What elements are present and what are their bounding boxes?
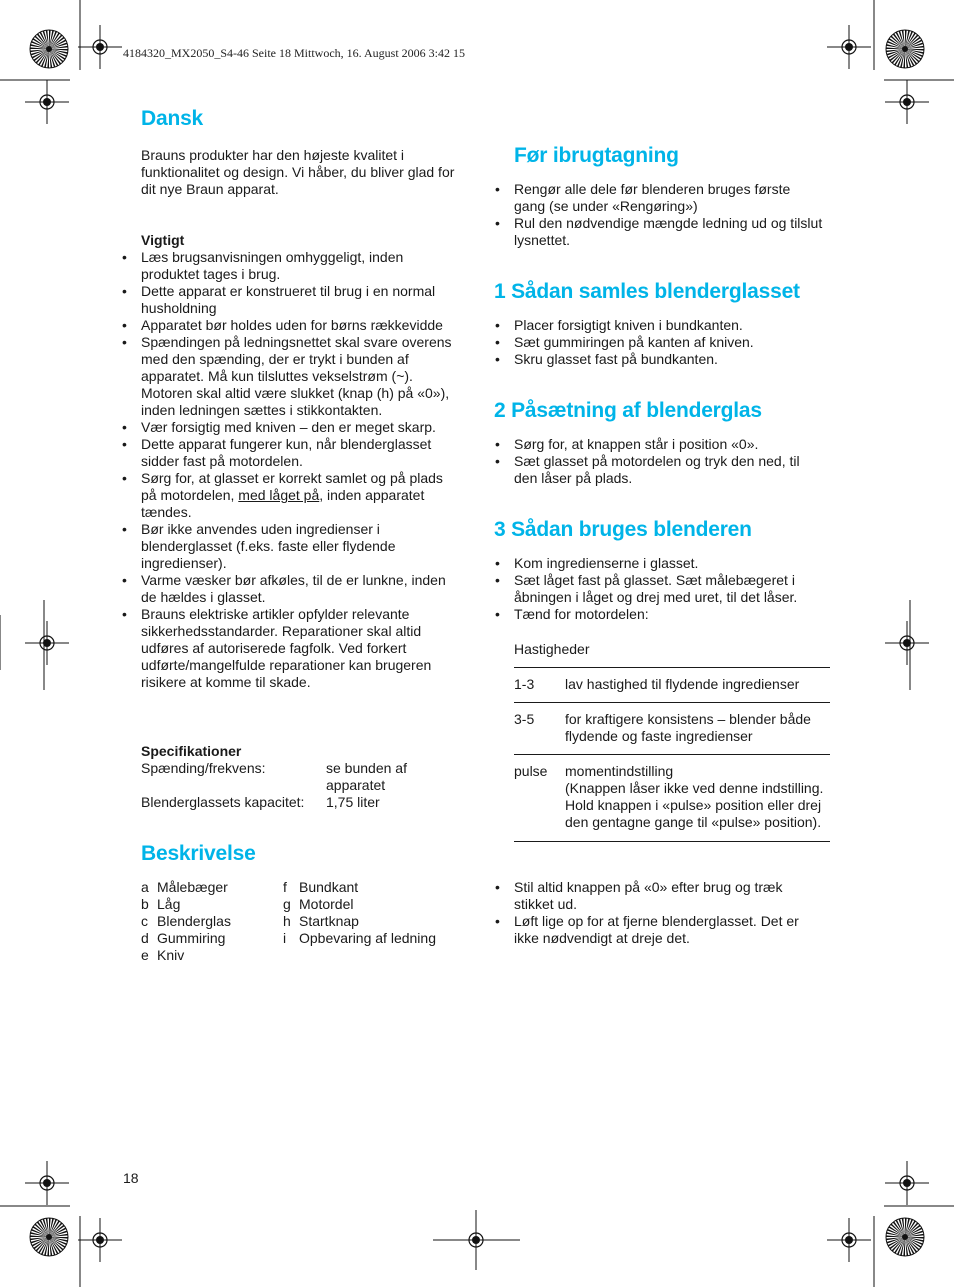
list-item: • Dette apparat er konstrueret til brug i en normal husholdning xyxy=(122,283,436,316)
list-item: • Kom ingredienserne i glasset. xyxy=(495,555,699,571)
part-item: g Motordel xyxy=(283,896,354,912)
intro-paragraph: Brauns produkter har den højeste kvalitet i funktionalitet og design. Vi håber, du bliver glad for dit nye Braun apparat. xyxy=(141,147,455,197)
page-number: 18 xyxy=(123,1170,139,1186)
section-1-list xyxy=(495,317,825,368)
parts-list xyxy=(141,879,463,964)
part-item: h Startknap xyxy=(283,913,359,929)
list-item: • Apparatet bør holdes uden for børns rækkevidde xyxy=(122,317,443,333)
underlined-phrase: med låget på xyxy=(238,487,320,503)
list-item: • Skru glasset fast på bundkanten. xyxy=(495,351,718,367)
section-3-list xyxy=(495,555,830,623)
after-use-list xyxy=(495,879,825,947)
starburst-registration-icon xyxy=(30,30,68,68)
starburst-registration-icon xyxy=(886,30,924,68)
part-item: d Gummiring xyxy=(141,930,226,946)
language-heading: Dansk xyxy=(141,107,204,130)
list-item: • Spændingen på ledningsnettet skal svare overens med den spænding, der er trykt i bunden af apparatet. Må kun tilsluttes vekselstrøm (~). Motoren skal altid være slukket (knap (h) på «0»), inden ledningen sættes i stikkontakten. xyxy=(122,334,452,418)
list-item: • Sørg for, at glasset er korrekt samlet og på plads på motordelen, med låget på, inden apparatet tændes. xyxy=(122,470,443,520)
important-heading: Vigtigt xyxy=(141,232,185,248)
specifications-heading: Specifikationer xyxy=(141,743,242,759)
important-list xyxy=(122,249,462,691)
list-item: • Sæt låget fast på glasset. Sæt målebægeret i åbningen i låget og drej med uret, til det låser. xyxy=(495,572,798,605)
list-item: • Brauns elektriske artikler opfylder relevante sikkerhedsstandarder. Reparationer skal altid udføres af autoriserede fagfolk. Ved forkert udførte/mangelfulde reparationer kan brugeren risikere at komme til skade. xyxy=(122,606,432,690)
table-row: 1-3 lav hastighed til flydende ingredienser xyxy=(514,668,830,703)
part-item: i Opbevaring af ledning xyxy=(283,930,436,946)
section-1-heading: 1 Sådan samles blenderglasset xyxy=(494,280,800,303)
description-heading: Beskrivelse xyxy=(141,842,256,865)
list-item: • Sæt glasset på motordelen og tryk den ned, til den låser på plads. xyxy=(495,453,800,486)
part-item: c Blenderglas xyxy=(141,913,231,929)
section-2-list xyxy=(495,436,825,487)
list-item: • Dette apparat fungerer kun, når blenderglasset sidder fast på motordelen. xyxy=(122,436,432,469)
specifications-table xyxy=(141,760,441,811)
list-item: • Vær forsigtig med kniven – den er meget skarp. xyxy=(122,419,436,435)
section-3-heading: 3 Sådan bruges blenderen xyxy=(494,518,752,541)
speeds-heading: Hastigheder xyxy=(514,641,590,657)
list-item: • Stil altid knappen på «0» efter brug og træk stikket ud. xyxy=(495,879,783,912)
list-item: • Varme væsker bør afkøles, til de er lunkne, inden de hældes i glasset. xyxy=(122,572,446,605)
list-item: • Placer forsigtigt kniven i bundkanten. xyxy=(495,317,743,333)
spec-row: Blenderglassets kapacitet: 1,75 liter xyxy=(141,794,380,810)
table-row: 3-5 for kraftigere konsistens – blender både flydende og faste ingredienser xyxy=(514,703,830,755)
list-item: • Læs brugsanvisningen omhyggeligt, inden produktet tages i brug. xyxy=(122,249,404,282)
part-item: b Låg xyxy=(141,896,181,912)
list-item: • Bør ikke anvendes uden ingredienser i blenderglasset (f.eks. faste eller flydende ingredienser). xyxy=(122,521,396,571)
list-item: • Sæt gummiringen på kanten af kniven. xyxy=(495,334,754,350)
list-item: • Løft lige op for at fjerne blenderglasset. Det er ikke nødvendigt at dreje det. xyxy=(495,913,799,946)
list-item: • Rul den nødvendige mængde ledning ud og tilslut lysnettet. xyxy=(495,215,823,248)
section-2-heading: 2 Påsætning af blenderglas xyxy=(494,399,762,422)
spec-row: Spænding/frekvens: se bunden af apparatet xyxy=(141,760,407,793)
starburst-registration-icon xyxy=(30,1218,68,1256)
table-row: pulse momentindstilling (Knappen låser ikke ved denne indstilling. Hold knappen i «pulse» position eller drej den gentagne gange til «pulse» position). xyxy=(514,755,830,842)
list-item: • Sørg for, at knappen står i position «0». xyxy=(495,436,759,452)
list-item: • Rengør alle dele før blenderen bruges første gang (se under «Rengøring») xyxy=(495,181,791,214)
speeds-table xyxy=(514,667,830,842)
before-use-heading: Før ibrugtagning xyxy=(514,144,679,167)
print-slug: 4184320_MX2050_S4-46 Seite 18 Mittwoch, 16. August 2006 3:42 15 xyxy=(123,46,466,60)
before-use-list xyxy=(495,181,825,249)
list-item: • Tænd for motordelen: xyxy=(495,606,649,622)
part-item: e Kniv xyxy=(141,947,185,963)
part-item: f Bundkant xyxy=(283,879,359,895)
starburst-registration-icon xyxy=(886,1218,924,1256)
part-item: a Målebæger xyxy=(141,879,228,895)
